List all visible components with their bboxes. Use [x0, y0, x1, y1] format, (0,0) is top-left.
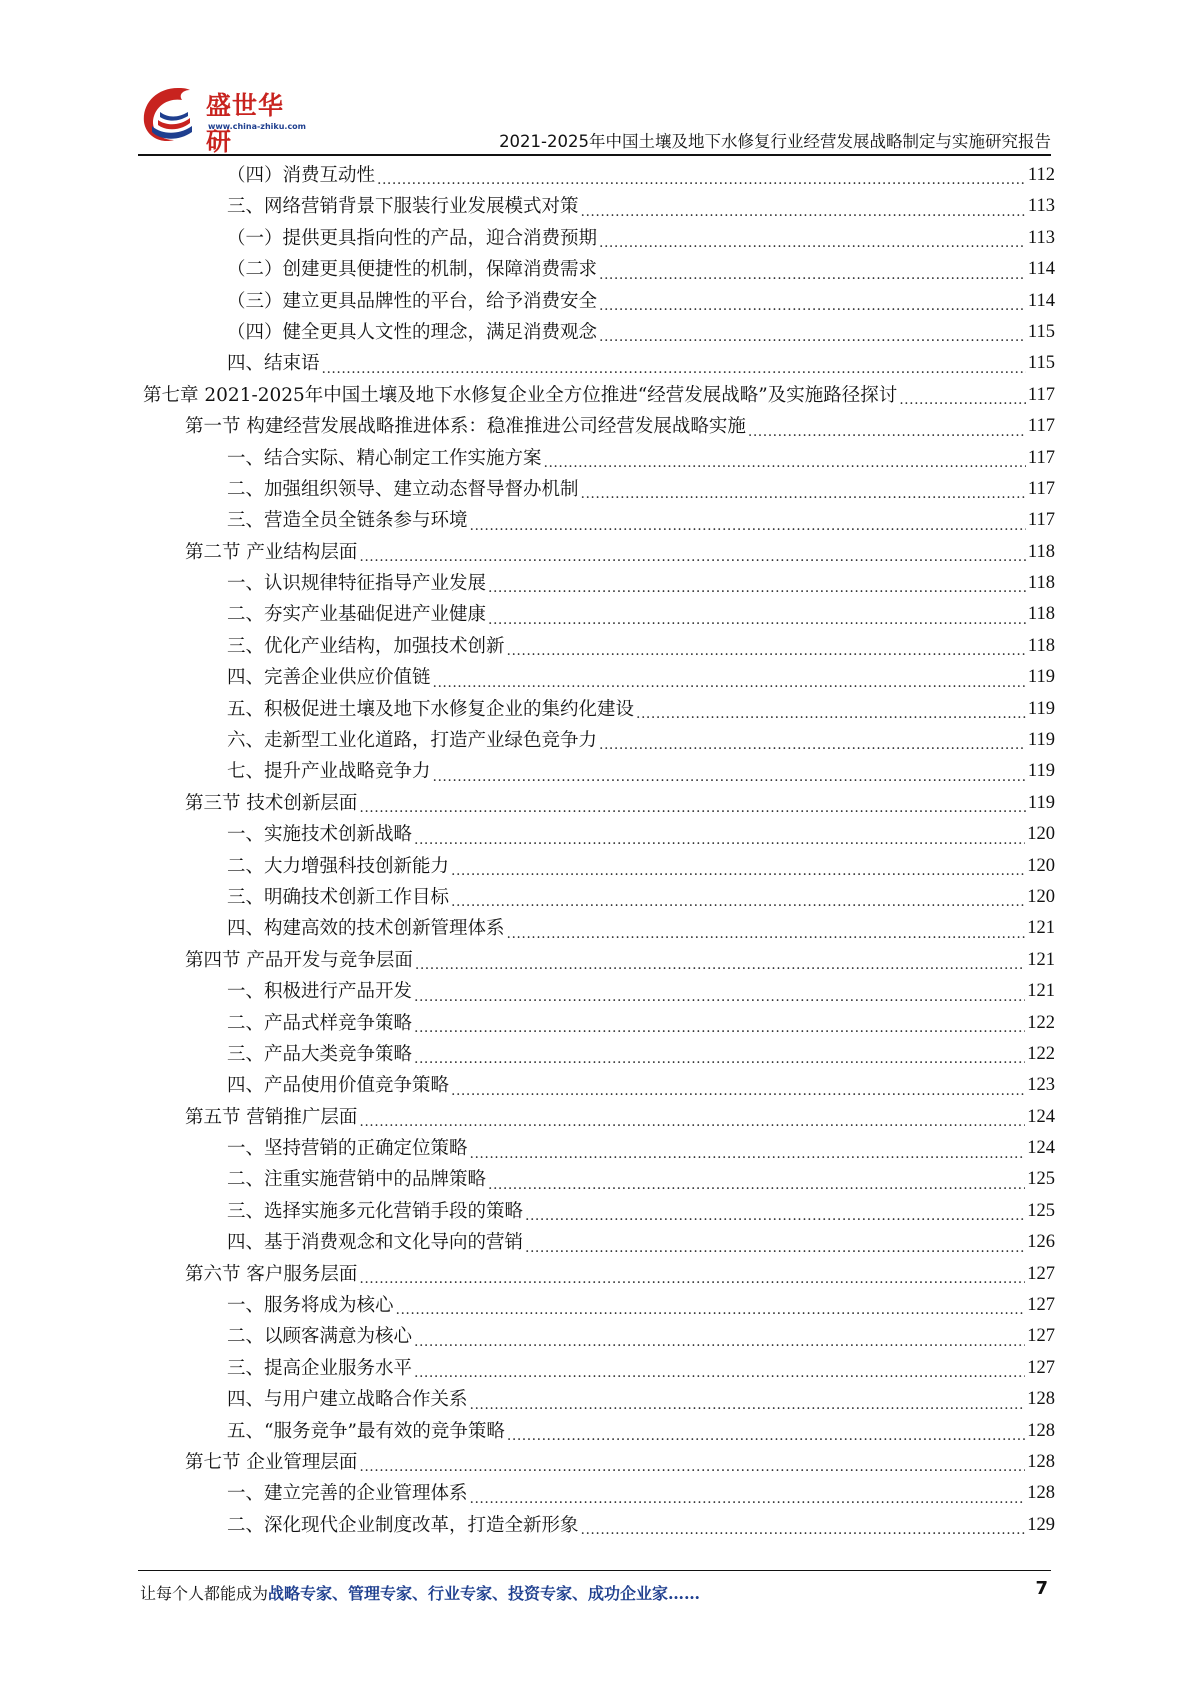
- toc-leader-dots: [414, 1039, 1025, 1070]
- toc-entry[interactable]: [143, 1039, 1055, 1070]
- toc-entry-page: 118: [1027, 541, 1055, 562]
- toc-entry[interactable]: [143, 945, 1055, 976]
- toc-entry-page: 121: [1027, 918, 1055, 939]
- toc-entry-page: 122: [1027, 1012, 1055, 1033]
- toc-entry-page: 117: [1027, 447, 1055, 468]
- toc-entry-page: 115: [1027, 321, 1055, 342]
- toc-entry[interactable]: [143, 1321, 1055, 1352]
- toc-entry-label: 一、坚持营销的正确定位策略: [227, 1138, 468, 1160]
- toc-leader-dots: [359, 1259, 1025, 1290]
- toc-leader-dots: [525, 1196, 1025, 1227]
- toc-entry[interactable]: [143, 568, 1055, 599]
- toc-entry-page: 119: [1027, 667, 1055, 688]
- toc-leader-dots: [414, 819, 1025, 850]
- toc-entry-label: 二、注重实施营销中的品牌策略: [227, 1169, 487, 1191]
- toc-entry[interactable]: [143, 1165, 1055, 1196]
- toc-entry[interactable]: [143, 1353, 1055, 1384]
- toc-entry-page: 127: [1027, 1295, 1055, 1316]
- toc-entry-page: 119: [1027, 730, 1055, 751]
- toc-leader-dots: [599, 317, 1026, 348]
- toc-entry-label: 二、夯实产业基础促进产业健康: [227, 604, 487, 626]
- toc-entry-page: 119: [1027, 698, 1055, 719]
- toc-entry-page: 123: [1027, 1075, 1055, 1096]
- toc-leader-dots: [525, 1227, 1025, 1258]
- toc-entry[interactable]: [143, 882, 1055, 913]
- toc-entry[interactable]: [143, 1196, 1055, 1227]
- toc-entry-label: 七、提升产业战略竞争力: [227, 761, 431, 783]
- toc-entry-page: 124: [1027, 1138, 1055, 1159]
- toc-entry-label: 第六节 客户服务层面: [185, 1263, 358, 1285]
- toc-entry-label: 四、结束语: [227, 353, 320, 375]
- toc-entry-page: 113: [1027, 196, 1055, 217]
- footer-divider: [138, 1570, 1051, 1571]
- toc-entry-page: 127: [1027, 1357, 1055, 1378]
- brand-url: www.china-zhiku.com: [208, 122, 307, 131]
- toc-entry-page: 113: [1027, 227, 1055, 248]
- toc-entry-label: （三）建立更具品牌性的平台，给予消费安全: [227, 290, 598, 312]
- toc-entry-page: 118: [1027, 635, 1055, 656]
- toc-entry[interactable]: [143, 223, 1055, 254]
- toc-entry-page: 114: [1027, 259, 1055, 280]
- toc-entry[interactable]: [143, 411, 1055, 442]
- toc-leader-dots: [470, 505, 1026, 536]
- toc-entry-page: 118: [1027, 573, 1055, 594]
- toc-leader-dots: [599, 254, 1026, 285]
- toc-entry-page: 126: [1027, 1232, 1055, 1253]
- toc-leader-dots: [414, 1008, 1025, 1039]
- toc-entry-label: 四、完善企业供应价值链: [227, 667, 431, 689]
- table-of-contents: [143, 160, 1055, 1541]
- toc-entry-label: 一、积极进行产品开发: [227, 981, 413, 1003]
- toc-leader-dots: [507, 913, 1026, 944]
- toc-leader-dots: [488, 1165, 1025, 1196]
- toc-leader-dots: [396, 1290, 1026, 1321]
- footer-slogan-prefix: 让每个人都能成为: [140, 1584, 269, 1603]
- toc-entry-label: 第三节 技术创新层面: [185, 792, 358, 814]
- toc-entry-label: （四）健全更具人文性的理念，满足消费观念: [227, 321, 598, 343]
- page-number: 7: [1035, 1578, 1048, 1599]
- company-logo: [138, 82, 308, 156]
- toc-leader-dots: [359, 1447, 1025, 1478]
- toc-entry-label: 二、深化现代企业制度改革，打造全新形象: [227, 1514, 579, 1536]
- toc-leader-dots: [599, 725, 1026, 756]
- toc-entry-label: 第七节 企业管理层面: [185, 1452, 358, 1473]
- toc-entry[interactable]: [143, 662, 1055, 693]
- toc-entry-page: 120: [1027, 855, 1055, 876]
- toc-entry[interactable]: [143, 505, 1055, 536]
- toc-leader-dots: [488, 568, 1026, 599]
- toc-entry[interactable]: [143, 1290, 1055, 1321]
- toc-entry-label: 三、选择实施多元化营销手段的策略: [227, 1200, 524, 1222]
- toc-leader-dots: [507, 1416, 1025, 1447]
- toc-entry-page: 118: [1027, 604, 1055, 625]
- toc-entry-label: 三、优化产业结构，加强技术创新: [227, 635, 505, 657]
- toc-leader-dots: [451, 1070, 1025, 1101]
- toc-entry-page: 125: [1027, 1200, 1055, 1221]
- toc-entry[interactable]: [143, 1133, 1055, 1164]
- toc-entry-page: 125: [1027, 1169, 1055, 1190]
- toc-entry-page: 120: [1027, 886, 1055, 907]
- toc-entry-page: 128: [1027, 1483, 1055, 1504]
- toc-entry-label: 第一节 构建经营发展战略推进体系：稳准推进公司经营发展战略实施: [185, 416, 746, 438]
- toc-entry-label: 四、基于消费观念和文化导向的营销: [227, 1232, 524, 1254]
- toc-entry[interactable]: [143, 913, 1055, 944]
- toc-entry[interactable]: [143, 1008, 1055, 1039]
- toc-entry[interactable]: [143, 788, 1055, 819]
- toc-entry[interactable]: [143, 976, 1055, 1007]
- toc-entry-page: 124: [1027, 1106, 1055, 1127]
- toc-entry-page: 119: [1027, 761, 1055, 782]
- toc-entry-label: 三、产品大类竞争策略: [227, 1043, 413, 1065]
- toc-entry[interactable]: [143, 317, 1055, 348]
- toc-entry[interactable]: [143, 1447, 1055, 1478]
- toc-entry-page: 115: [1027, 353, 1055, 374]
- toc-leader-dots: [415, 945, 1025, 976]
- toc-entry-label: 四、产品使用价值竞争策略: [227, 1075, 450, 1097]
- toc-entry[interactable]: [143, 443, 1055, 474]
- toc-entry[interactable]: [143, 631, 1055, 662]
- toc-entry-label: 三、明确技术创新工作目标: [227, 886, 450, 908]
- toc-entry[interactable]: [143, 756, 1055, 787]
- toc-entry[interactable]: [143, 348, 1055, 379]
- toc-leader-dots: [507, 631, 1026, 662]
- toc-leader-dots: [544, 443, 1026, 474]
- toc-leader-dots: [359, 537, 1026, 568]
- toc-leader-dots: [322, 348, 1026, 379]
- toc-entry-page: 112: [1027, 164, 1055, 185]
- toc-entry-page: 127: [1027, 1263, 1055, 1284]
- toc-entry-label: 一、建立完善的企业管理体系: [227, 1483, 468, 1505]
- toc-entry-label: 五、“服务竞争”最有效的竞争策略: [227, 1420, 505, 1442]
- toc-leader-dots: [433, 756, 1026, 787]
- toc-leader-dots: [470, 1384, 1026, 1415]
- toc-entry[interactable]: [143, 191, 1055, 222]
- toc-leader-dots: [414, 1321, 1025, 1352]
- toc-entry-label: 四、构建高效的技术创新管理体系: [227, 918, 505, 940]
- toc-entry-label: 二、以顾客满意为核心: [227, 1326, 413, 1348]
- toc-entry-label: 第四节 产品开发与竞争层面: [185, 949, 413, 971]
- toc-entry-label: 六、走新型工业化道路，打造产业绿色竞争力: [227, 730, 598, 752]
- toc-entry-label: 二、大力增强科技创新能力: [227, 855, 450, 877]
- toc-entry-label: 三、营造全员全链条参与环境: [227, 510, 468, 532]
- toc-leader-dots: [581, 1510, 1026, 1541]
- toc-entry[interactable]: [143, 1510, 1055, 1541]
- toc-leader-dots: [748, 411, 1026, 442]
- toc-leader-dots: [636, 694, 1026, 725]
- toc-entry[interactable]: [143, 725, 1055, 756]
- toc-entry-label: 一、结合实际、精心制定工作实施方案: [227, 447, 542, 469]
- toc-entry-label: 三、提高企业服务水平: [227, 1357, 413, 1379]
- toc-leader-dots: [599, 223, 1026, 254]
- toc-entry-label: 二、产品式样竞争策略: [227, 1012, 413, 1034]
- toc-entry[interactable]: [143, 1478, 1055, 1509]
- toc-entry-label: 三、网络营销背景下服装行业发展模式对策: [227, 196, 579, 218]
- toc-leader-dots: [599, 286, 1026, 317]
- toc-leader-dots: [581, 191, 1026, 222]
- toc-entry[interactable]: [143, 537, 1055, 568]
- toc-entry-page: 129: [1027, 1514, 1055, 1535]
- footer-slogan-highlight: 战略专家、管理专家、行业专家、投资专家、成功企业家……: [268, 1584, 701, 1603]
- toc-entry[interactable]: [143, 286, 1055, 317]
- report-title: 2021-2025年中国土壤及地下水修复行业经营发展战略制定与实施研究报告: [499, 132, 1051, 151]
- toc-entry[interactable]: [143, 1102, 1055, 1133]
- toc-entry[interactable]: [143, 1070, 1055, 1101]
- toc-entry-label: 一、服务将成为核心: [227, 1295, 394, 1317]
- toc-leader-dots: [377, 160, 1026, 191]
- toc-leader-dots: [414, 976, 1025, 1007]
- toc-entry[interactable]: [143, 819, 1055, 850]
- toc-entry[interactable]: [143, 160, 1055, 191]
- toc-entry-label: （一）提供更具指向性的产品，迎合消费预期: [227, 227, 598, 249]
- toc-leader-dots: [581, 474, 1026, 505]
- toc-entry-label: 第五节 营销推广层面: [185, 1106, 358, 1128]
- toc-entry[interactable]: [143, 599, 1055, 630]
- toc-leader-dots: [359, 1102, 1025, 1133]
- toc-entry[interactable]: [143, 474, 1055, 505]
- toc-entry-page: 121: [1027, 981, 1055, 1002]
- toc-entry-page: 119: [1027, 792, 1055, 813]
- toc-entry-label: （二）创建更具便捷性的机制，保障消费需求: [227, 259, 598, 281]
- toc-entry-page: 120: [1027, 824, 1055, 845]
- logo-swoosh-icon: [138, 82, 204, 148]
- toc-leader-dots: [414, 1353, 1025, 1384]
- toc-entry[interactable]: [143, 1384, 1055, 1415]
- toc-entry-page: 117: [1027, 478, 1055, 499]
- toc-leader-dots: [451, 882, 1025, 913]
- toc-leader-dots: [899, 380, 1026, 411]
- toc-entry-page: 114: [1027, 290, 1055, 311]
- toc-leader-dots: [470, 1478, 1026, 1509]
- toc-entry-label: 五、积极促进土壤及地下水修复企业的集约化建设: [227, 698, 635, 720]
- toc-leader-dots: [488, 599, 1026, 630]
- toc-entry-label: （四）消费互动性: [227, 164, 376, 186]
- toc-leader-dots: [451, 851, 1025, 882]
- toc-leader-dots: [359, 788, 1026, 819]
- toc-entry-page: 121: [1027, 949, 1055, 970]
- toc-entry[interactable]: [143, 694, 1055, 725]
- toc-entry-page: 127: [1027, 1326, 1055, 1347]
- header-divider: [138, 154, 1051, 156]
- toc-leader-dots: [433, 662, 1026, 693]
- toc-entry-page: 117: [1027, 384, 1055, 405]
- toc-entry-label: 一、认识规律特征指导产业发展: [227, 573, 487, 595]
- toc-entry-label: 第二节 产业结构层面: [185, 541, 358, 563]
- toc-entry-label: 四、与用户建立战略合作关系: [227, 1389, 468, 1411]
- toc-entry-page: 117: [1027, 510, 1055, 531]
- toc-entry-page: 128: [1027, 1420, 1055, 1441]
- toc-entry-page: 122: [1027, 1043, 1055, 1064]
- toc-entry-page: 128: [1027, 1389, 1055, 1410]
- toc-entry-label: 第七章 2021-2025年中国土壤及地下水修复企业全方位推进“经营发展战略”及实施路径探讨: [143, 384, 898, 406]
- brand-name: 盛世华研: [206, 91, 285, 156]
- toc-entry[interactable]: [143, 1416, 1055, 1447]
- toc-entry-label: 一、实施技术创新战略: [227, 824, 413, 846]
- toc-entry[interactable]: [143, 1259, 1055, 1290]
- toc-entry-page: 117: [1027, 416, 1055, 437]
- toc-entry-label: 二、加强组织领导、建立动态督导督办机制: [227, 478, 579, 500]
- toc-entry[interactable]: [143, 851, 1055, 882]
- toc-entry-page: 128: [1027, 1452, 1055, 1472]
- toc-entry[interactable]: [143, 380, 1055, 411]
- footer-slogan: [140, 1581, 700, 1604]
- toc-entry[interactable]: [143, 254, 1055, 285]
- toc-entry[interactable]: [143, 1227, 1055, 1258]
- toc-leader-dots: [470, 1133, 1026, 1164]
